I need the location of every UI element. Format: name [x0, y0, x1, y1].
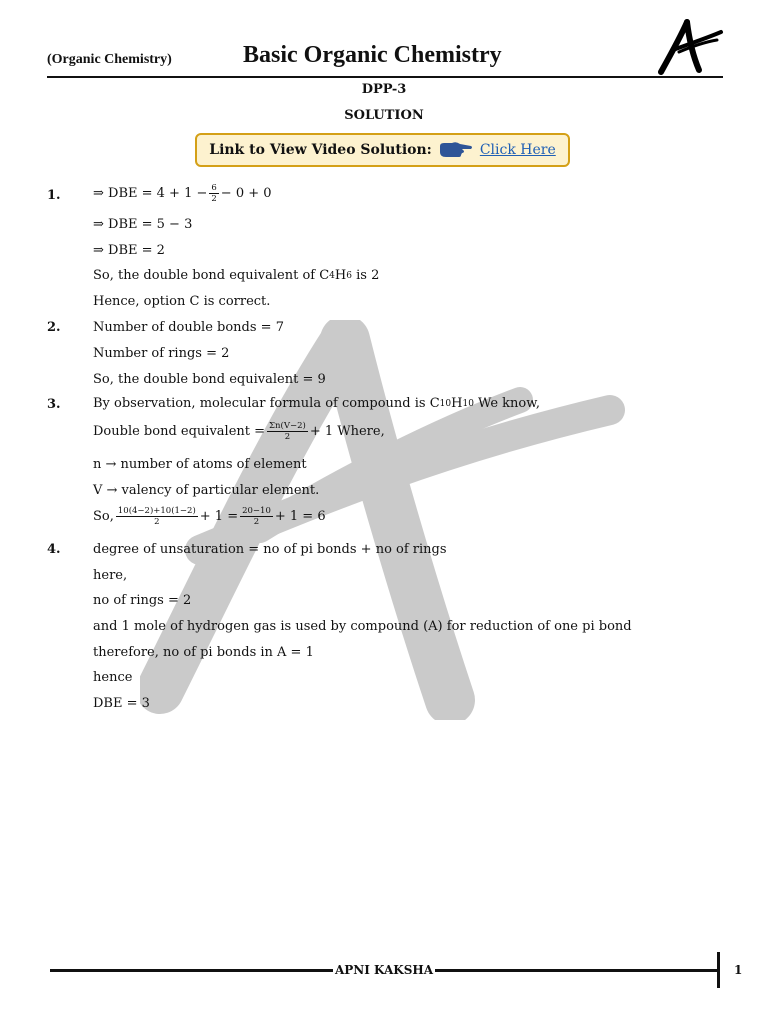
q3-line-4: V → valency of particular element. [93, 483, 320, 498]
question-number-1: 1. [47, 188, 61, 203]
page-header [47, 40, 723, 78]
q3-l1-sub2: 10 [462, 398, 474, 409]
page-title: Basic Organic Chemistry [243, 42, 502, 68]
footer-brand: APNI KAKSHA [334, 963, 434, 977]
subject-label: (Organic Chemistry) [47, 52, 172, 67]
q3-line-5 [93, 506, 326, 527]
video-solution-box [195, 133, 570, 167]
video-link-label: Link to View Video Solution: [209, 142, 432, 158]
footer-vertical-bar [717, 952, 720, 988]
pointing-hand-icon [438, 140, 474, 160]
q4-line-5: therefore, no of pi bonds in A = 1 [93, 645, 314, 660]
q2-line-1: Number of double bonds = 7 [93, 320, 284, 335]
dpp-label: DPP-3 [361, 82, 407, 97]
q3-calc-fraction-1 [116, 506, 198, 527]
q2-line-2: Number of rings = 2 [93, 346, 230, 361]
q4-line-6: hence [93, 670, 133, 685]
apni-kaksha-logo [655, 18, 725, 76]
q3-calc-frac1-numerator: 10(4−2)+10(1−2) [117, 506, 196, 516]
q3-l1-post: We know, [473, 396, 540, 411]
question-number-4: 4. [47, 542, 61, 557]
q3-l1-mid: H [451, 396, 463, 411]
q3-l5-mid: + 1 = [199, 509, 239, 524]
q3-dbe-fraction [267, 421, 308, 442]
q3-calc-fraction-2 [240, 506, 273, 527]
question-number-2: 2. [47, 320, 61, 335]
solution-label: SOLUTION [344, 108, 424, 123]
click-here-link[interactable]: Click Here [479, 142, 556, 158]
q1-l4-sub1: 4 [329, 270, 335, 281]
footer-rule-right [435, 969, 718, 972]
page-number: 1 [734, 963, 743, 977]
q4-line-3: no of rings = 2 [93, 593, 192, 608]
q3-l5-pre: So, [93, 509, 114, 524]
q3-calc-frac2-numerator: 20−10 [242, 506, 271, 516]
q1-line-4 [93, 268, 379, 283]
q1-fraction [209, 183, 218, 204]
q3-calc-frac2-denominator: 2 [253, 517, 260, 527]
q3-dbe-numerator: Σn(V−2) [269, 421, 306, 431]
q1-line-3: ⇒ DBE = 2 [93, 243, 165, 258]
q3-dbe-denominator: 2 [284, 432, 291, 442]
q1-l4-mid: H [334, 268, 347, 283]
q3-line-2 [93, 421, 385, 442]
q1-l4-pre: So, the double bond equivalent of C [93, 268, 330, 283]
q3-calc-frac1-denominator: 2 [154, 517, 160, 527]
q4-line-4: and 1 mole of hydrogen gas is used by compound (A) for reduction of one pi bond [93, 619, 632, 634]
q3-l2-pre: Double bond equivalent = [93, 424, 266, 439]
q4-line-2: here, [93, 568, 128, 583]
q1-frac-numerator: 6 [211, 183, 217, 193]
footer-rule-left [50, 969, 333, 972]
q1-frac-denominator: 2 [211, 194, 217, 204]
q3-line-3: n → number of atoms of element [93, 457, 307, 472]
q3-l2-post: + 1 Where, [309, 424, 385, 439]
q1-l4-sub2: 6 [346, 270, 352, 281]
q4-line-7: DBE = 3 [93, 696, 150, 711]
q4-line-1: degree of unsaturation = no of pi bonds + no of rings [93, 542, 447, 557]
q1-line-1 [93, 183, 272, 204]
q3-line-1 [93, 396, 540, 411]
q1-l1-pre: ⇒ DBE = 4 + 1 − [93, 186, 208, 201]
q3-l5-post: + 1 = 6 [274, 509, 326, 524]
q1-line-2: ⇒ DBE = 5 − 3 [93, 217, 193, 232]
question-number-3: 3. [47, 397, 61, 412]
q3-l1-sub1: 10 [439, 398, 452, 409]
q1-line-5: Hence, option C is correct. [93, 294, 271, 309]
q3-l1-pre: By observation, molecular formula of compound is C [93, 396, 440, 411]
q1-l1-post: − 0 + 0 [220, 186, 272, 201]
q2-line-3: So, the double bond equivalent = 9 [93, 372, 326, 387]
q1-l4-post: is 2 [351, 268, 380, 283]
